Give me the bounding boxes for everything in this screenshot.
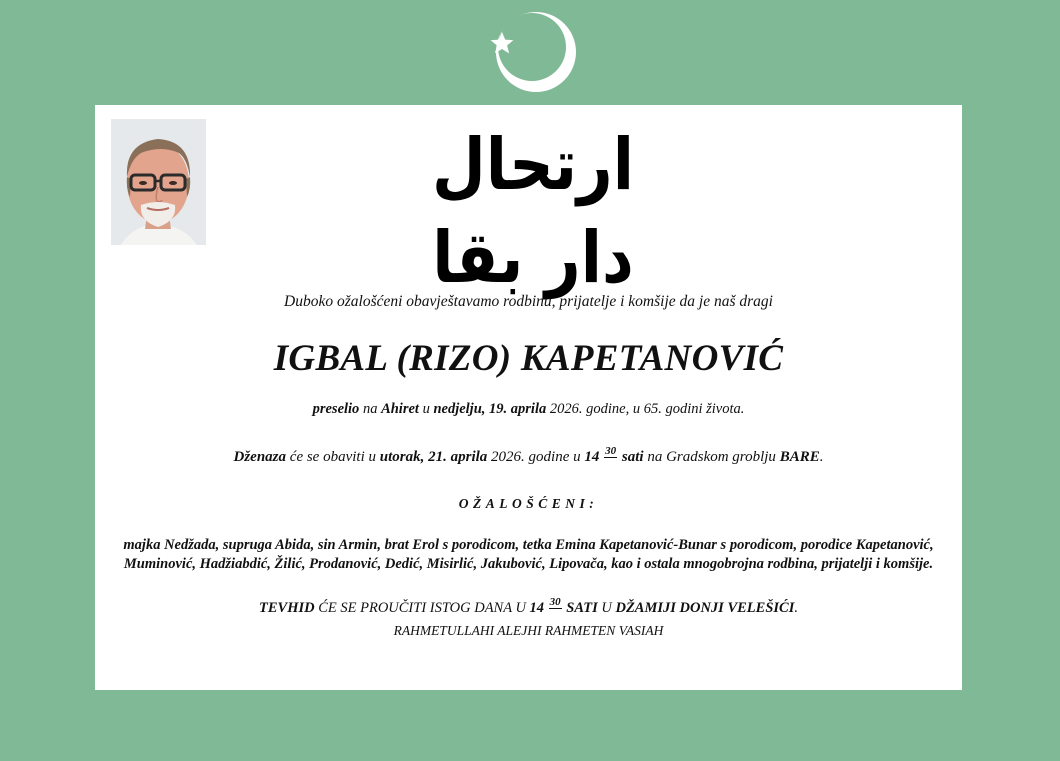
- mourners-list: majka Nedžada, supruga Abida, sin Armin, brat Erol s porodicom, tetka Emina Kapetanović-Bunar s porodicom, porodice Kapetanović, Muminović, Hadžiabdić, Žilić, Prodanović, Dedić, Misirlić, Jakubović, Lipovača, kao i ostala mnogobrojna rodbina, prijatelji i komšije.: [123, 537, 934, 572]
- deceased-name: IGBAL (RIZO) KAPETANOVIĆ: [273, 338, 784, 379]
- tevhid-minutes: 30: [549, 596, 561, 608]
- tevhid-sati: SATI: [566, 600, 598, 616]
- obituary-card: [95, 105, 962, 690]
- crescent-and-star-icon: [486, 10, 576, 94]
- funeral-hour: 14: [584, 449, 600, 465]
- funeral-line: [95, 446, 962, 468]
- passed-text-3: 2026. godine, u 65. godini života.: [546, 401, 745, 417]
- notice-content: [95, 291, 962, 641]
- funeral-text-2: 2026. godine u: [487, 449, 585, 465]
- funeral-text-3: na Gradskom groblju: [643, 449, 780, 465]
- tevhid-place: DŽAMIJI DONJI VELEŠIĆI: [615, 600, 795, 616]
- funeral-sati: sati: [621, 449, 644, 465]
- passed-verb: preselio: [312, 401, 360, 417]
- tevhid-label: TEVHID: [259, 600, 315, 616]
- intro-text: Duboko ožalošćeni obavještavamo rodbinu, prijatelje i komšije da je naš dragi: [284, 293, 773, 310]
- funeral-text-1: će se obaviti u: [286, 449, 380, 465]
- funeral-text-4: .: [819, 449, 824, 465]
- funeral-cemetery: BARE: [779, 449, 820, 465]
- passed-date: nedjelju, 19. aprila: [433, 401, 547, 417]
- tevhid-text-2: U: [597, 600, 616, 616]
- calligraphy-text: ارتحال دار بقا: [432, 122, 634, 299]
- portrait-image: [111, 119, 206, 245]
- passed-text-1: na: [359, 401, 382, 417]
- mourners-title: OŽALOŠĆENI:: [458, 496, 599, 511]
- tevhid-hour: 14: [529, 600, 545, 616]
- funeral-date: utorak, 21. aprila: [379, 449, 488, 465]
- arabic-calligraphy-heading: [413, 122, 653, 299]
- passed-place: Ahiret: [381, 401, 419, 417]
- funeral-label: Dženaza: [233, 449, 287, 465]
- prayer-line: RAHMETULLAHI ALEJHI RAHMETEN VASIAH: [393, 623, 664, 638]
- tevhid-text-3: .: [794, 600, 798, 616]
- passed-text-2: u: [418, 401, 434, 417]
- funeral-minutes: 30: [605, 445, 617, 457]
- passed-away-line: [95, 399, 962, 419]
- tevhid-text-1: ĆE SE PROUČITI ISTOG DANA U: [314, 600, 530, 616]
- portrait-photo: [111, 119, 206, 245]
- tevhid-line: [95, 597, 962, 618]
